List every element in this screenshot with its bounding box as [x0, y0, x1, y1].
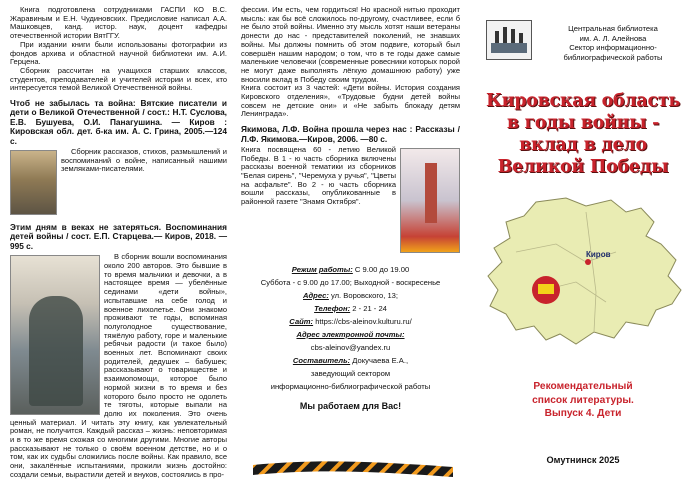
book2-description: В сборник вошли воспоминания около 200 авторов. Это бывшие в то время мальчики и девочки, а в настоящее время — убелённые сединами «дети войны», испытавшие на себе голод и военное лихолетье. Они знакомо проживают те годы, вспоминая полуголодное существование, тяжёлую работу, горе и маленькие ребячьи радости (и такое было) военных лет. Вспоминают своих родителей, дедушек – бабушек; рассказывают о товариществе и взаимопомощи, которое было нормой жизни в то время и без которого было просто не одолеть те тяготы, которые выпали на долю их поколения. Это очень ценный материал. И читать эту книгу, как увлекательный роман, не получится. Каждый рассказ – жизнь: неповторимая и в то же время схожая со многими другими. Многие авторы рассказывают не только о своём военном детстве, но и о том, как их судьбы сложились после войны. Как правило, все они, закалённые испытаниями, прожили жизнь достойно: создали семьи, вырастили детей и внуков, состоялись в про- — [10, 253, 227, 479]
rec-line-3: Выпуск 4. Дети — [544, 408, 622, 419]
hours-value: С 9.00 до 19.00 — [352, 264, 410, 274]
city-year: Омутнинск 2025 — [546, 455, 620, 465]
book2-continuation: фессии. Им есть, чем гордиться! Но красной нитью проходит мысль: как бы всё сложилось по-другому, счастливее, если б не было этой войны. Именно эту мысль хотят наши ветераны донести до нас - представителей поколений, не знавших войны. Мы должны помнить об этом подвиге, который был совершён нашим народом; о том, что в те годы даже самые маленькие человечки (современные ровесники которых порой не могут даже выполнять лёгкую домашнюю работу) уже вносили вклад в Победу своим трудом. — [241, 5, 460, 84]
library-logo-image — [486, 20, 532, 60]
address-value: ул. Воровского, 13; — [328, 290, 398, 300]
book4-description: Книга посвящена 60 - летию Великой Победы. В 1 - ю часть сборника включены рассказы военной тематики из сборников "Белая сирень", "Черемуха у ручья", "Цветы на асфальте". Во 2 - ю часть сборника вошли рассказы, опубликованные в районной газете "Знамя Октября". — [241, 145, 396, 207]
book1-description: Сборник рассказов, стихов, размышлений и воспоминаний о войне, написанный нашими земляками-писателями. — [61, 148, 227, 174]
site-link[interactable]: https://cbs-aleinov.kulturu.ru/ — [313, 316, 412, 326]
book4-cover-image — [400, 148, 460, 253]
compiler-name: Докучаева Е.А., — [350, 355, 409, 365]
recommendation-heading — [466, 380, 700, 421]
intro-paragraph-3: Сборник рассчитан на учащихся старших классов, студентов, преподавателей и учителей истории и всех, кто интересуется темой Великой Отечественной войны. — [10, 65, 227, 93]
book2-cover-image — [10, 255, 100, 415]
compiler-line — [241, 354, 460, 367]
book2-block — [10, 253, 227, 479]
title-line-4: Великой Победы — [497, 157, 669, 177]
book1-title: Чтоб не забылась та война: Вятские писатели и дети о Великой Отечественной / сост.: Н.Т. Суслова, Е.В. Бушуева, О.И. Панагушина. — Киров : Кировская обл. дет. б-ка им. А. С. Грина, 2005.—124 с. — [10, 98, 227, 146]
library-line-4: библиографической работы — [563, 52, 663, 62]
title-line-2: в годы войны - — [506, 113, 660, 133]
book1-block — [10, 148, 227, 217]
compiler-position-2: информационно-библиографической работы — [270, 381, 431, 391]
left-column — [0, 0, 233, 495]
intro-paragraph-1: Книга подготовлена сотрудниками ГАСПИ КО В.С. Жаравиным и Е.Н. Чудиновских. Предисловие написал А.А. Машковцев, канд. истор. наук, доцент кафедры отечественной истории ВятГГУ. — [10, 5, 227, 41]
library-line-3: Сектор информационно- — [569, 43, 657, 53]
address-line — [241, 289, 460, 302]
map-city-label: Киров — [586, 250, 611, 259]
hours-label: Режим работы: — [291, 264, 353, 274]
book3-description: Книга состоит из 3 частей: «Дети войны. История создания Кировского отделения», «Трудовые будни детей войны совсем не детские они» и «Не забыть блокаду детям Ленинграда». — [241, 83, 460, 119]
phone-value: 2 - 21 - 24 — [350, 303, 387, 313]
email-label: Адрес электронной почты: — [296, 329, 405, 339]
contact-info — [241, 263, 460, 411]
middle-column — [233, 0, 466, 495]
book1-cover-image — [10, 150, 57, 215]
title-line-3: вклад в дело — [519, 135, 647, 155]
hours-line — [241, 263, 460, 276]
slogan: Мы работаем для Вас! — [299, 400, 402, 411]
phone-line — [241, 302, 460, 315]
right-column — [466, 0, 700, 495]
title-line-1: Кировская область — [486, 91, 680, 111]
rec-line-1: Рекомендательный — [533, 381, 633, 392]
compiler-position-1: заведующий сектором — [310, 368, 391, 378]
brochure-title — [466, 90, 700, 178]
kirov-region-map-image — [476, 192, 691, 352]
book4-block — [241, 146, 460, 255]
book4-title: Якимова, Л.Ф. Война прошла через нас : Рассказы / Л.Ф. Якимова.—Киров, 2006. —80 с. — [241, 124, 460, 144]
compiler-label: Составитель: — [292, 355, 351, 365]
library-line-2: им. А. Л. Алейнова — [579, 33, 647, 43]
book2-title: Этим дням в веках не затеряться. Воспоминания детей войны / сост. Е.П. Старцева.— Киров, 2018. — 995 с. — [10, 222, 227, 251]
site-label: Сайт: — [289, 316, 314, 326]
hours-saturday: Суббота - с 9.00 до 17.00; Выходной - воскресенье — [260, 277, 441, 287]
address-label: Адрес: — [303, 290, 329, 300]
intro-paragraph-2: При издании книги были использованы фотографии из фондов архива и областной научной библиотеки им. А.И. Герцена. — [10, 39, 227, 67]
library-name — [538, 24, 688, 62]
site-line — [241, 315, 460, 328]
victory-emblem-icon — [532, 276, 560, 304]
phone-label: Телефон: — [314, 303, 351, 313]
email-label-line — [241, 328, 460, 341]
rec-line-2: список литературы. — [532, 394, 634, 406]
email-link[interactable]: cbs-aleinov@yandex.ru — [310, 342, 391, 352]
st-george-ribbon-image — [253, 457, 453, 487]
library-line-1: Центральная библиотека — [568, 24, 658, 33]
